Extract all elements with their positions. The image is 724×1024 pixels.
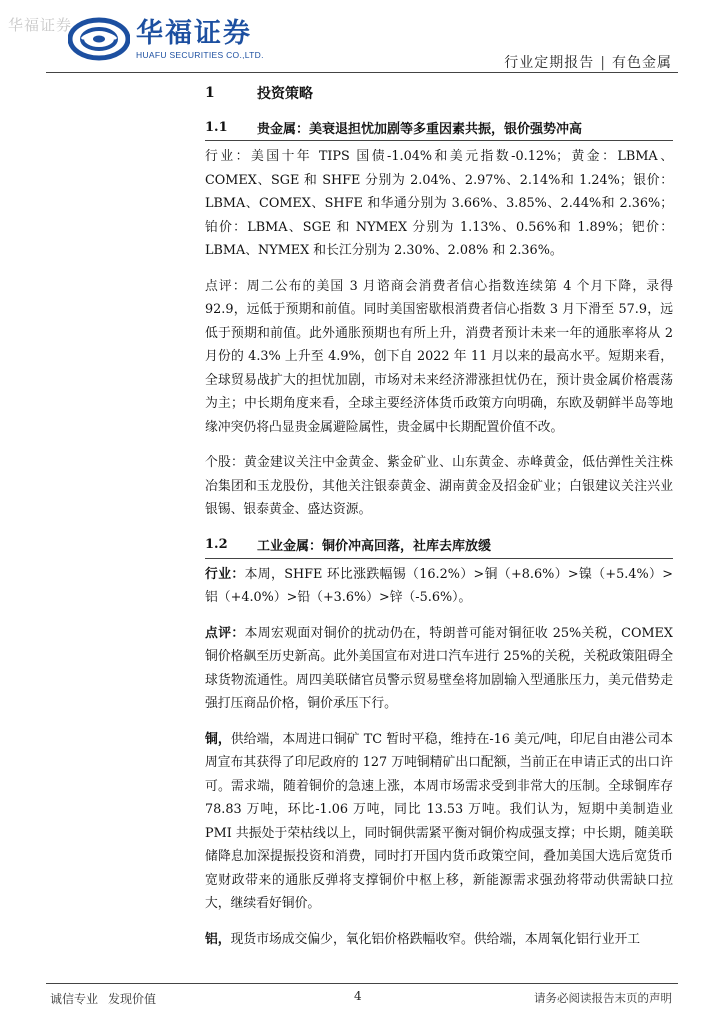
watermark-text: 华福证券 bbox=[8, 16, 73, 34]
subsection-title: 贵金属：美衰退担忧加剧等多重因素共振，银价强势冲高 bbox=[257, 121, 583, 137]
paragraph-aluminum bbox=[205, 928, 673, 952]
paragraph-text: 本周宏观面对铜价的扰动仍在，特朗普可能对铜征收 25%关税，COMEX 铜价格飙至历史新高。此外美国宣布对进口汽车进行 25%的关税，关税政策阻碍全球货物流通性。周四美联储官员警示贸易壁垒将加剧输入型通胀压力，美元借势走强打压商品价格，铜价承压下行。 bbox=[205, 625, 673, 711]
subsection-number: 1.1 bbox=[205, 119, 228, 135]
paragraph-copper bbox=[205, 728, 673, 916]
paragraph-commentary-metals bbox=[205, 622, 673, 716]
report-sector: 有色金属 bbox=[612, 55, 672, 71]
paragraph-label: 铝， bbox=[205, 931, 231, 947]
subsection-heading-precious-metals bbox=[205, 116, 673, 138]
paragraph-text: 供给端，本周进口铜矿 TC 暂时平稳，维持在-16 美元/吨，印尼自由港公司本周宣布其获得了印尼政府的 127 万吨铜精矿出口配额，当前正在申请正式的出口许可。需求端，随着铜价的急速上涨，本周市场需求受到非常大的压制。全球铜库存 78.83 万吨，环比-1.06 万吨，同比 13.53 万吨。我们认为，短期中美制造业 PMI 共振处于荣枯线以上，同时铜供需紧平衡对铜价构成强支撑；中长期，随美联储降息加深提振投资和消费，同时打开国内货币政策空间，叠加美国大选后宽货币宽财政带来的通胀反弹将支撑铜价中枢上移，新能源需求强劲将带动供需缺口拉大，继续看好铜价。 bbox=[205, 731, 674, 911]
paragraph-industry-metals bbox=[205, 563, 673, 610]
subsection-title: 工业金属：铜价冲高回落，社库去库放缓 bbox=[257, 539, 492, 554]
subsection-divider bbox=[205, 140, 673, 141]
brand-name-en: HUAFU SECURITIES CO.,LTD. bbox=[136, 49, 264, 60]
paragraph-stocks: 个股：黄金建议关注中金黄金、紫金矿业、山东黄金、赤峰黄金，低估弹性关注株冶集团和玉龙股份，其他关注银泰黄金、湖南黄金及招金矿业；白银建议关注兴业银锡、银泰黄金、盛达资源。 bbox=[205, 455, 673, 517]
paragraph-industry: 行业：美国十年 TIPS 国债-1.04%和美元指数-0.12%；黄金：LBMA、COMEX、SGE 和 SHFE 分别为 2.04%、2.97%、2.14%和 1.24%；银价：LBMA、COMEX、SHFE 和华通分别为 3.66%、3.85%、2.44%和 2.36%；铂价：LBMA、SGE 和 NYMEX 分别为 1.13%、0.56%和 1.89%；钯价：LBMA、NYMEX 和长江分别为 2.30%、2.08% 和 2.36%。 bbox=[205, 149, 673, 258]
section-heading bbox=[205, 82, 673, 104]
subsection-heading-industrial-metals bbox=[205, 534, 673, 556]
paragraph-text: 本周，SHFE 环比涨跌幅锡（16.2%）>铜（+8.6%）>镍（+5.4%）>铝（+4.0%）>铅（+3.6%）>锌（-5.6%）。 bbox=[205, 566, 673, 605]
footer-disclaimer: 请务必阅读报告末页的声明 bbox=[534, 991, 672, 1005]
footer-slogan-2: 发现价值 bbox=[108, 992, 157, 1006]
footer-slogan bbox=[50, 990, 166, 1007]
report-header bbox=[504, 52, 672, 72]
company-logo bbox=[68, 16, 264, 62]
footer-divider bbox=[46, 983, 678, 984]
footer-slogan-1: 诚信专业 bbox=[50, 992, 99, 1006]
report-body bbox=[205, 82, 673, 951]
swirl-logo-icon bbox=[68, 17, 130, 61]
subsection-number: 1.2 bbox=[205, 537, 228, 552]
page-number: 4 bbox=[354, 989, 362, 1003]
subsection-divider bbox=[205, 558, 673, 559]
header-separator: | bbox=[600, 55, 606, 71]
paragraph-label: 行业： bbox=[205, 566, 245, 582]
brand-name-cn: 华福证券 bbox=[136, 17, 252, 49]
report-type: 行业定期报告 bbox=[504, 55, 595, 71]
section-title: 投资策略 bbox=[257, 86, 313, 102]
header-divider bbox=[46, 72, 678, 73]
paragraph-label: 点评： bbox=[205, 625, 245, 641]
section-number: 1 bbox=[205, 85, 215, 101]
paragraph-label: 铜， bbox=[205, 731, 231, 747]
paragraph-text: 现货市场成交偏少，氧化铝价格跌幅收窄。供给端，本周氧化铝行业开工 bbox=[230, 931, 641, 947]
paragraph-commentary: 点评：周二公布的美国 3 月谘商会消费者信心指数连续第 4 个月下降，录得 92.9，远低于预期和前值。同时美国密歇根消费者信心指数 3 月下滑至 57.9，远低于预期和前值。此外通胀预期也有所上升，消费者预计未来一年的通胀率将从 2 月份的 4.3% 上升至 4.9%，创下自 2022 年 11 月以来的最高水平。短期来看，全球贸易战扩大的担忧加剧，市场对未来经济滞涨担忧仍在，预计贵金属价格震荡为主；中长期角度来看，全球主要经济体货币政策方向明确，东欧及朝鲜半岛等地缘冲突仍将凸显贵金属避险属性，贵金属中长期配置价值不改。 bbox=[205, 278, 673, 435]
